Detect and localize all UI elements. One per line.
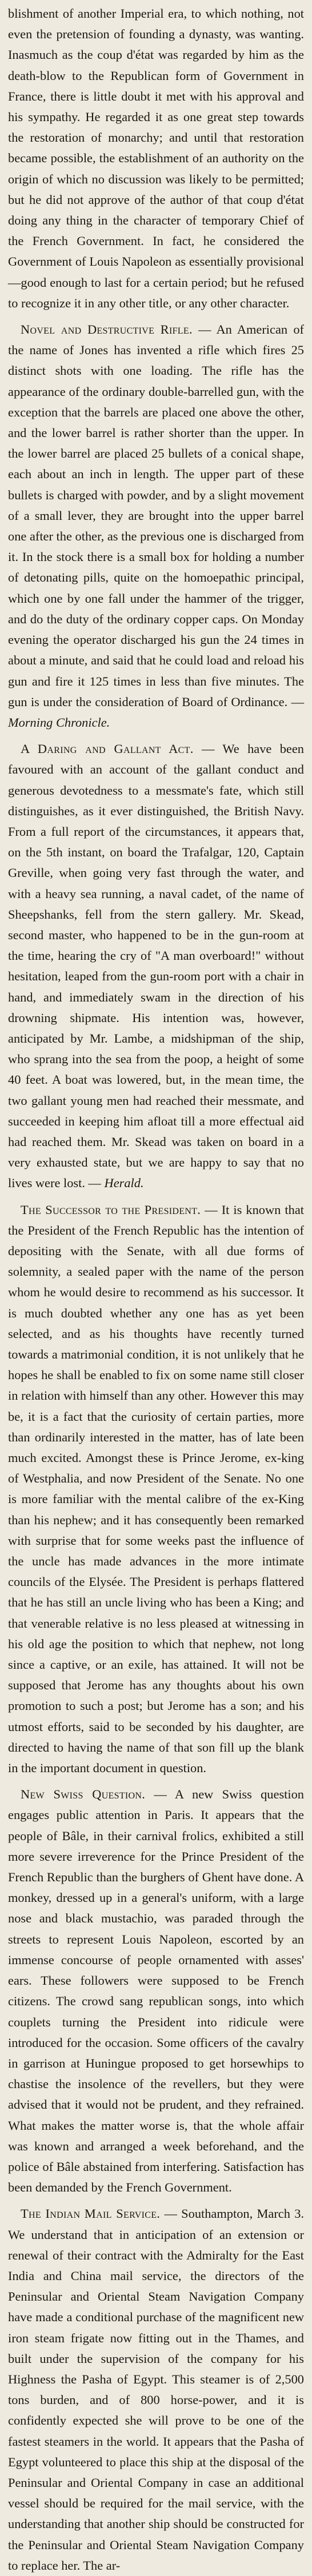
article-headline: The Indian Mail Service.: [21, 2206, 161, 2221]
article-body: Southampton, March 3. We understand that in anticipation of an extension or renewal of their contract with the Admiralty for the East India and China mail service, the directors of the Peninsular and Oriental Steam Navigation Company have made a conditional purchase of the magnificent new iron steam frigate now fitting out in the Thames, and built under the supervision of the company for his Highness the Pasha of Egypt. This steamer is of 2,500 tons burden, and of 800 horse-power, and it is confidently expected she will prove to be one of the fastest steamers in the world. It appears that the Pasha of Egypt volunteered to place this ship at the disposal of the Peninsular and Oriental Company in case an additional vessel should be required for the mail service, with the understanding that another ship should be constructed for the Peninsular and Oriental Steam Navigation Company to replace her. The ar-: [8, 2206, 304, 2573]
article-swiss-question: New Swiss Question. — A new Swiss question engages public attention in Paris. It appears that the people of Bâle, in their carnival frolics, exhibited a still more severe irreverence for the Prince President of the French Republic than the burghers of Ghent have done. A monkey, dressed up in a general's uniform, with a large nose and black mustachio, was paraded through the streets to represent Louis Napoleon, escorted by an immense concourse of people ornamented with asses' ears. These followers were supposed to be French citizens. The crowd sang republican songs, into which couplets turning the President into ridicule were introduced for the occasion. Some officers of the cavalry in garrison at Huningue proposed to get horsewhips to chastise the insolence of the revellers, but they were advised that it would not be prudent, and they refrained. What makes the matter worse is, that the whole affair was known and arranged a week beforehand, and the police of Bâle abstained from interfering. Satisfaction has been demanded by the French Government.: [8, 1787, 304, 2195]
article-rifle: Novel and Destructive Rifle. — An American of the name of Jones has invented a rifle which fires 25 distinct shots with one loading. The rifle has the appearance of the ordinary double-barrelled gun, with the exception that the barrels are placed one above the other, and the lower barrel is rather shorter than the upper. In the lower barrel are placed 25 bullets of a conical shape, each about an inch in length. The upper part of these bullets is charged with powder, and by a slight movement of a small lever, they are brought into the upper barrel one after the other, as the previous one is discharged from it. In the stock there is a small box for holding a number of detonating pills, quite on the homoepathic principal, which one by one fall under the hammer of the trigger, and do the duty of the ordinary copper caps. On Monday evening the operator discharged his gun the 24 times in about a minute, and said that he could load and reload his gun and fire it 125 times in less than five minutes. The gun is under the consideration of Board of Ordinance. — Morning Chronicle.: [8, 322, 304, 730]
article-source: Herald.: [104, 1176, 144, 1191]
article-headline: The Successor to the President.: [21, 1202, 201, 1217]
article-source: Morning Chronicle.: [8, 715, 110, 730]
article-indian-mail: The Indian Mail Service. — Southampton, March 3. We understand that in anticipation of an extension or renewal of their contract with the Admiralty for the East India and China mail service, the directors of the Peninsular and Oriental Steam Navigation Company have made a conditional purchase of the magnificent new iron steam frigate now fitting out in the Thames, and built under the supervision of the company for his Highness the Pasha of Egypt. This steamer is of 2,500 tons burden, and of 800 horse-power, and it is confidently expected she will prove to be one of the fastest steamers in the world. It appears that the Pasha of Egypt volunteered to place this ship at the disposal of the Peninsular and Oriental Company in case an additional vessel should be required for the mail service, with the understanding that another ship should be constructed for the Peninsular and Oriental Steam Navigation Company to replace her. The ar-: [8, 2206, 304, 2573]
article-body: blishment of another Imperial era, to which nothing, not even the pretension of founding a dynasty, was wanting. Inasmuch as the coup d'état was regarded by him as the death-blow to the Republican form of Government in France, there is little doubt it met with his approval and his sympathy. He regarded it as one great step towards the restoration of monarchy; and until that restoration became possible, the establishment of an authority on the origin of which no discussion was likely to be permitted; but he did not approve of the author of that coup d'état doing any thing in the character of temporary Chief of the French Government. In fact, he considered the Government of Louis Napoleon as essentially provisional—good enough to last for a certain period; but he refused to recognize it in any other title, or any other character.: [8, 6, 304, 310]
article-headline: Novel and Destructive Rifle.: [21, 322, 193, 337]
article-successor: The Successor to the President. — It is known that the President of the French Republic has the intention of depositing with the Senate, with all due forms of solemnity, a sealed paper with the name of the person whom he would desire to recommend as his successor. It is much doubted whether any one has as yet been selected, and as his thoughts have recently turned towards a matrimonial condition, it is not unlikely that he hopes he shall be enabled to fix on some name still closer in relation with himself than any other. However this may be, it is a fact that the curiosity of certain parties, more than ordinarily interested in the matter, has of late been much excited. Amongst these is Prince Jerome, ex-king of Westphalia, and now President of the Senate. No one is more familiar with the mental calibre of the ex-King than his nephew; and it has consequently been remarked with surprise that for some weeks past the influence of the uncle has made advances in the more intimate councils of the Elysée. The President is perhaps flattered that he has still an uncle living who has been a King; and that venerable relative is no less pleased at witnessing in his old age the position to which that nephew, not long since a captive, or an exile, has attained. It will not be supposed that Jerome has any thoughts about his own promotion to such a post; but Jerome has a son; and his utmost efforts, said to be seconded by his daughter, are directed to having the name of that son fill up the blank in the important document in question.: [8, 1202, 304, 1776]
article-headline: New Swiss Question.: [21, 1787, 146, 1802]
article-body: It is known that the President of the French Republic has the intention of depositing with the Senate, with all due forms of solemnity, a sealed paper with the name of the person whom he would desire to recommend as his successor. It is much doubted whether any one has as yet been selected, and as his thoughts have recently turned towards a matrimonial condition, it is not unlikely that he hopes he shall be enabled to fix on some name still closer in relation with himself than any other. However this may be, it is a fact that the curiosity of certain parties, more than ordinarily interested in the matter, has of late been much excited. Amongst these is Prince Jerome, ex-king of Westphalia, and now President of the Senate. No one is more familiar with the mental calibre of the ex-King than his nephew; and it has consequently been remarked with surprise that for some weeks past the influence of the uncle has made advances in the more intimate councils of the Elysée. The President is perhaps flattered that he has still an uncle living who has been a King; and that venerable relative is no less pleased at witnessing in his old age the position to which that nephew, not long since a captive, or an exile, has attained. It will not be supposed that Jerome has any thoughts about his own promotion to such a post; but Jerome has a son; and his utmost efforts, said to be seconded by his daughter, are directed to having the name of that son fill up the blank in the important document in question.: [8, 1202, 304, 1776]
article-body: A new Swiss question engages public attention in Paris. It appears that the people of Bâle, in their carnival frolics, exhibited a still more severe irreverence for the Prince President of the French Republic than the burghers of Ghent have done. A monkey, dressed up in a general's uniform, with a large nose and black mustachio, was paraded through the streets to represent Louis Napoleon, escorted by an immense concourse of people ornamented with asses' ears. These followers were supposed to be French citizens. The crowd sang republican songs, into which couplets turning the President into ridicule were introduced for the occasion. Some officers of the cavalry in garrison at Huningue proposed to get horsewhips to chastise the insolence of the revellers, but they were advised that it would not be prudent, and they refrained. What makes the matter worse is, that the whole affair was known and arranged a week beforehand, and the police of Bâle abstained from interfering. Satisfaction has been demanded by the French Government.: [8, 1787, 304, 2195]
article-continuation: [8, 3, 304, 314]
article-body: We have been favoured with an account of the gallant conduct and generous devotedness to a messmate's fate, which still distinguishes, as it ever distinguished, the British Navy. From a full report of the circumstances, it appears that, on the 5th instant, on board the Trafalgar, 120, Captain Greville, when going very fast through the water, and with a heavy sea running, a naval cadet, of the name of Sheepshanks, fell from the stern gallery. Mr. Skead, second master, who happened to be in the gun-room at the time, hearing the cry of "A man overboard!" without hesitation, leaped from the gun-room port with a chair in hand, and immediately swam in the direction of his drowning shipmate. His intention was, however, anticipated by Mr. Lambe, a midshipman of the ship, who sprang into the sea from the poop, a height of some 40 feet. A boat was lowered, but, in the mean time, the two gallant young men had reached their messmate, and succeeded in keeping him afloat till a more effectual aid had reached them. Mr. Skead was taken on board in a very exhausted state, but we are happy to say that no lives were lost.: [8, 742, 304, 1191]
article-body: An American of the name of Jones has invented a rifle which fires 25 distinct shots with one loading. The rifle has the appearance of the ordinary double-barrelled gun, with the exception that the barrels are placed one above the other, and the lower barrel is rather shorter than the upper. In the lower barrel are placed 25 bullets of a conical shape, each about an inch in length. The upper part of these bullets is charged with powder, and by a slight movement of a small lever, they are brought into the upper barrel one after the other, as the previous one is discharged from it. In the stock there is a small box for holding a number of detonating pills, quite on the homoepathic principal, which one by one fall under the hammer of the trigger, and do the duty of the ordinary copper caps. On Monday evening the operator discharged his gun the 24 times in about a minute, and said that he could load and reload his gun and fire it 125 times in less than five minutes. The gun is under the consideration of Board of Ordinance.: [8, 322, 304, 709]
article-daring-act: A Daring and Gallant Act. — We have been favoured with an account of the gallant conduct and generous devotedness to a messmate's fate, which still distinguishes, as it ever distinguished, the British Navy. From a full report of the circumstances, it appears that, on the 5th instant, on board the Trafalgar, 120, Captain Greville, when going very fast through the water, and with a heavy sea running, a naval cadet, of the name of Sheepshanks, fell from the stern gallery. Mr. Skead, second master, who happened to be in the gun-room at the time, hearing the cry of "A man overboard!" without hesitation, leaped from the gun-room port with a chair in hand, and immediately swam in the direction of his drowning shipmate. His intention was, however, anticipated by Mr. Lambe, a midshipman of the ship, who sprang into the sea from the poop, a height of some 40 feet. A boat was lowered, but, in the mean time, the two gallant young men had reached their messmate, and succeeded in keeping him afloat till a more effectual aid had reached them. Mr. Skead was taken on board in a very exhausted state, but we are happy to say that no lives were lost. — Herald.: [8, 742, 304, 1191]
article-headline: A Daring and Gallant Act.: [21, 742, 194, 756]
